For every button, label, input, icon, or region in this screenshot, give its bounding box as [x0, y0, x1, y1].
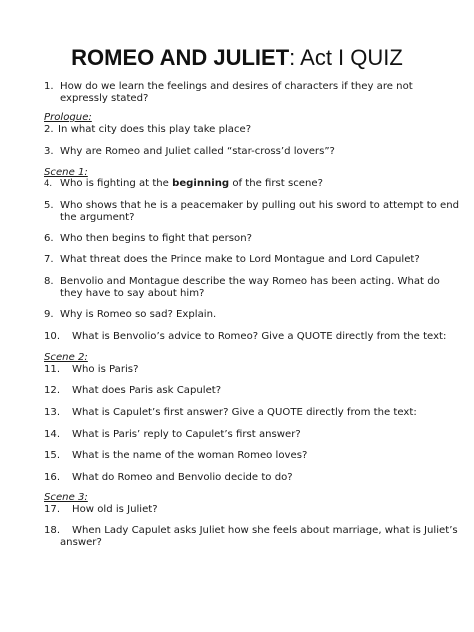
question-number: 8.	[44, 276, 54, 287]
question-keyword: beginning	[172, 178, 230, 189]
question-number: 17.	[44, 504, 61, 515]
question-text: expressly stated?	[60, 93, 149, 104]
question-text: How old is Juliet?	[72, 504, 158, 515]
question-text: What threat does the Prince make to Lord Montague and Lord Capulet?	[60, 254, 420, 265]
question-text: the argument?	[60, 212, 135, 223]
question-number: 11.	[44, 364, 61, 375]
question-text: they have to say about him?	[60, 288, 205, 299]
question-number: 7.	[44, 254, 54, 265]
question-number: 10.	[44, 331, 61, 342]
question-text: How do we learn the feelings and desires of characters if they are not	[60, 81, 413, 92]
question-text: What is Paris’ reply to Capulet’s first answer?	[72, 429, 301, 440]
question-text-pre: Who is fighting at the	[60, 178, 173, 189]
question-text: What is the name of the woman Romeo loves?	[72, 450, 308, 461]
question-number: 6.	[44, 233, 54, 244]
question-text: What do Romeo and Benvolio decide to do?	[72, 472, 293, 483]
question-number: 3.	[44, 146, 54, 157]
question-text: answer?	[60, 537, 102, 548]
question-text: Benvolio and Montague describe the way Romeo has been acting. What do	[60, 276, 440, 287]
question-number: 13.	[44, 407, 61, 418]
question-number: 1.	[44, 81, 54, 92]
question-text: When Lady Capulet asks Juliet how she feels about marriage, what is Juliet’s	[72, 525, 458, 536]
question-number: 4.	[44, 179, 53, 189]
section-heading-scene-1: Scene 1:	[44, 167, 88, 178]
section-heading-scene-3: Scene 3:	[44, 492, 88, 503]
question-text: What is Benvolio’s advice to Romeo? Give a QUOTE directly from the text:	[72, 331, 447, 342]
question-number: 2.	[44, 124, 54, 135]
title-rest: : Act I QUIZ	[289, 45, 403, 70]
question-text: Who then begins to fight that person?	[60, 233, 252, 244]
question-number: 18.	[44, 525, 61, 536]
question-text: Why are Romeo and Juliet called “star-cross’d lovers”?	[60, 146, 335, 157]
section-heading-prologue: Prologue:	[44, 112, 92, 123]
title-bold-part: ROMEO AND JULIET	[71, 45, 290, 70]
question-number: 15.	[44, 450, 61, 461]
question-text: What is Capulet’s first answer? Give a QUOTE directly from the text:	[72, 407, 417, 418]
question-number: 5.	[44, 200, 54, 211]
question-number: 16.	[44, 472, 61, 483]
question-text: What does Paris ask Capulet?	[72, 385, 222, 396]
page-title	[0, 44, 474, 72]
question-text-post: of the first scene?	[229, 178, 323, 189]
question-text: Who is Paris?	[72, 364, 139, 375]
question-number: 12.	[44, 385, 61, 396]
question-text	[60, 178, 323, 190]
question-text: Who shows that he is a peacemaker by pulling out his sword to attempt to end	[60, 200, 460, 211]
section-heading-scene-2: Scene 2:	[44, 352, 88, 363]
question-number: 14.	[44, 429, 61, 440]
question-number: 9.	[44, 309, 54, 320]
question-text: Why is Romeo so sad? Explain.	[60, 309, 217, 320]
question-text: In what city does this play take place?	[58, 124, 252, 135]
